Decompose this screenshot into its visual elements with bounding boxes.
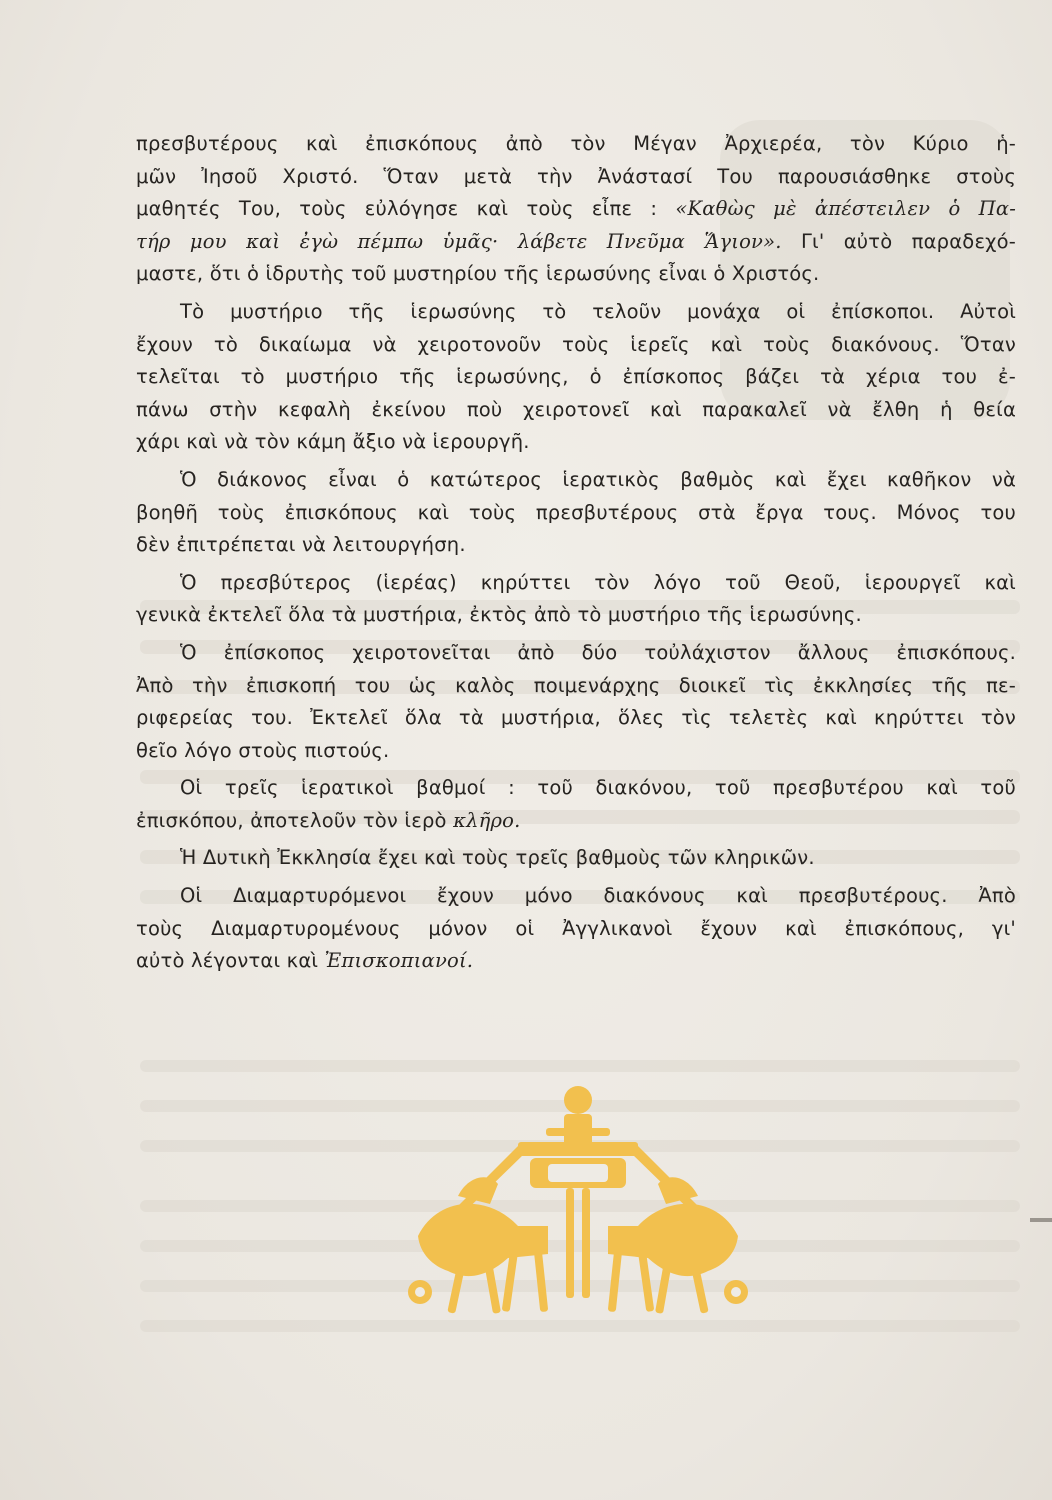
text-line: Ἀπὸ τὴν ἐπισκοπή του ὡς καλὸς ποιμενάρχης διοικεῖ τὶς ἐκκλησίες τῆς πε-	[136, 673, 1016, 697]
text-line: Τὸ μυστήριο τῆς ἱερωσύνης τὸ τελοῦν μονάχα οἱ ἐπίσκοποι. Αὐτοὶ	[180, 299, 1016, 323]
text-line: μαστε, ὅτι ὁ ἱδρυτὴς τοῦ μυστηρίου τῆς ἱερωσύνης εἶναι ὁ Χριστός.	[136, 262, 820, 286]
chariot-quadriga-icon	[398, 1076, 758, 1326]
text-line: χάρι καὶ νὰ τὸν κάμη ἄξιο νὰ ἱερουργῆ.	[136, 430, 530, 454]
text-line: ριφερείας του. Ἐκτελεῖ ὅλα τὰ μυστήρια, ὅλες τὶς τελετὲς καὶ κηρύττει τὸν	[136, 706, 1016, 730]
text-line: Ὁ ἐπίσκοπος χειροτονεῖται ἀπὸ δύο τοὐλάχιστον ἄλλους ἐπισκόπους.	[180, 640, 1016, 664]
text-line: Ὁ διάκονος εἶναι ὁ κατώτερος ἱερατικὸς βαθμὸς καὶ ἔχει καθῆκον νὰ	[180, 467, 1016, 491]
text-line: μῶν Ἰησοῦ Χριστό. Ὅταν μετὰ τὴν Ἀνάστασί Του παρουσιάσθηκε στοὺς	[136, 164, 1016, 188]
paragraph-ordination-origin	[136, 128, 1016, 291]
paragraph-deacon	[136, 464, 1016, 562]
text-line: βοηθῆ τοὺς ἐπισκόπους καὶ τοὺς πρεσβυτέρους στὰ ἔργα τους. Μόνος του	[136, 500, 1016, 524]
text-line: τελεῖται τὸ μυστήριο τῆς ἱερωσύνης, ὁ ἐπίσκοπος βάζει τὰ χέρια του ἐ-	[136, 365, 1016, 389]
text-segment: μαθητές Του, τοὺς εὐλόγησε καὶ τοὺς εἶπε :	[136, 197, 658, 221]
paragraph-three-ranks	[136, 772, 1016, 837]
scripture-quote: «Καθὼς μὲ ἀπέστειλεν ὁ Πα-	[675, 197, 1016, 221]
text-line: γενικὰ ἐκτελεῖ ὅλα τὰ μυστήρια, ἐκτὸς ἀπὸ τὸ μυστήριο τῆς ἱερωσύνης.	[136, 603, 862, 627]
text-line: ἔχουν τὸ δικαίωμα νὰ χειροτονοῦν τοὺς ἱερεῖς καὶ τοὺς διακόνους. Ὅταν	[136, 332, 1016, 356]
text-line: Ἡ Δυτικὴ Ἐκκλησία ἔχει καὶ τοὺς τρεῖς βαθμοὺς τῶν κληρικῶν.	[180, 846, 815, 870]
paragraph-bishops	[136, 296, 1016, 459]
text-segment: Γι' αὐτὸ παραδεχό-	[800, 229, 1017, 253]
text-line	[136, 226, 1016, 259]
scripture-quote: τήρ μου καὶ ἐγὼ πέμπω ὑμᾶς· λάβετε Πνεῦμα Ἅγιον».	[136, 229, 782, 253]
text-line	[136, 805, 1016, 838]
text-line: πρεσβυτέρους καὶ ἐπισκόπους ἀπὸ τὸν Μέγαν Ἀρχιερέα, τὸν Κύριο ἡ-	[136, 132, 1016, 155]
text-line	[136, 945, 1016, 978]
text-line: θεῖο λόγο στοὺς πιστούς.	[136, 738, 390, 762]
emphasis-word: κλῆρο.	[453, 808, 521, 832]
text-line: Ὁ πρεσβύτερος (ἱερέας) κηρύττει τὸν λόγο τοῦ Θεοῦ, ἱερουργεῖ καὶ	[180, 570, 1016, 594]
paragraph-western-church	[136, 842, 1016, 875]
text-line: δὲν ἐπιτρέπεται νὰ λειτουργήση.	[136, 533, 466, 557]
paragraph-bishop	[136, 637, 1016, 767]
paragraph-presbyter	[136, 567, 1016, 632]
text-segment: αὐτὸ λέγονται καὶ	[136, 949, 319, 973]
text-line: Οἱ Διαμαρτυρόμενοι ἔχουν μόνο διακόνους καὶ πρεσβυτέρους. Ἀπὸ	[180, 884, 1016, 908]
text-line	[136, 193, 1016, 226]
emphasis-word: Ἐπισκοπιανοί.	[324, 949, 474, 973]
text-line: πάνω στὴν κεφαλὴ ἐκείνου ποὺ χειροτονεῖ καὶ παρακαλεῖ νὰ ἔλθη ἡ θεία	[136, 397, 1016, 421]
binding-mark	[1030, 1218, 1052, 1222]
paragraph-protestants	[136, 880, 1016, 978]
body-text	[136, 128, 1016, 978]
text-line: τοὺς Διαμαρτυρομένους μόνον οἱ Ἀγγλικανοὶ ἔχουν καὶ ἐπισκόπους, γι'	[136, 916, 1016, 940]
text-segment: ἐπισκόπου, ἀποτελοῦν τὸν ἱερὸ	[136, 808, 447, 832]
text-line: Οἱ τρεῖς ἱερατικοὶ βαθμοί : τοῦ διακόνου, τοῦ πρεσβυτέρου καὶ τοῦ	[180, 776, 1016, 800]
